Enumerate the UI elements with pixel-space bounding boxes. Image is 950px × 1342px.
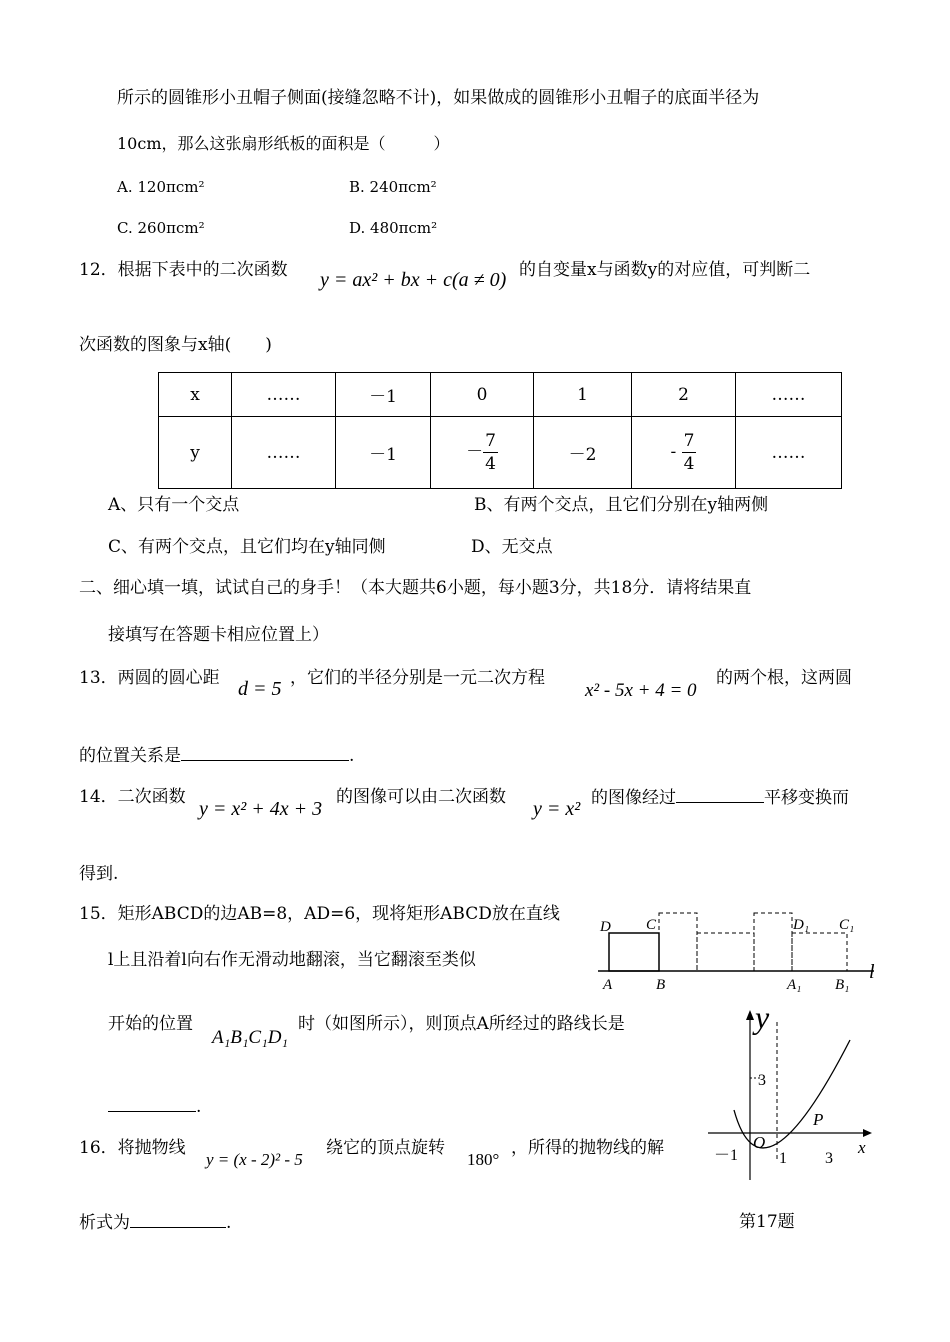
table-cell: －1	[336, 417, 431, 489]
q12-prefix: 12．根据下表中的二次函数	[79, 260, 288, 280]
q15-line1: 15．矩形ABCD的边AB=8，AD=6，现将矩形ABCD放在直线	[79, 904, 560, 924]
q16-prefix: 16．将抛物线	[79, 1138, 186, 1158]
frac-num: 7	[683, 431, 695, 451]
label-l: l	[869, 961, 875, 983]
q14-suffix	[591, 786, 849, 809]
q16-suffix: ，所得的抛物线的解	[511, 1138, 664, 1158]
q15-line3a: 开始的位置	[108, 1014, 193, 1034]
section2-line1: 二、细心填一填，试试自己的身手！（本大题共6小题，每小题3分，共18分．请将结果直	[79, 578, 752, 598]
fig17-parabola-graph	[700, 1000, 890, 1185]
q14-suffix-b: 平移变换而	[764, 788, 849, 808]
q13-line2	[79, 744, 354, 767]
label-a1: A₁	[787, 977, 802, 993]
q15-line4-end: .	[196, 1097, 202, 1117]
q11-option-c: C. 260πcm²	[117, 219, 205, 237]
q16-line2	[79, 1211, 231, 1234]
q16-formula2: 180°	[467, 1150, 500, 1169]
q15-formula: A₁B₁C₁D₁	[212, 1027, 289, 1048]
answer-blank[interactable]	[108, 1095, 196, 1112]
fraction	[483, 430, 498, 475]
table-cell: 2	[632, 373, 736, 417]
table-cell-fraction	[431, 417, 534, 489]
label-x: x	[858, 1138, 866, 1157]
y-axis-arrow	[746, 1010, 754, 1020]
table-cell: ……	[232, 373, 336, 417]
x-axis-arrow	[863, 1129, 872, 1137]
label-c1: C₁	[839, 917, 855, 933]
q15-line3b: 时（如图所示），则顶点A所经过的路线长是	[298, 1014, 625, 1034]
q11-option-a: A. 120πcm²	[117, 178, 205, 196]
label-b: B	[656, 977, 666, 993]
q13-line2-end: .	[349, 746, 355, 766]
table-y-label: y	[159, 417, 232, 489]
q14-suffix-a: 的图像经过	[591, 788, 676, 808]
answer-blank[interactable]	[676, 786, 764, 803]
neg-sign: -	[670, 442, 677, 462]
q12-suffix: 的自变量x与函数y的对应值，可判断二	[519, 260, 811, 280]
table-cell: ……	[736, 417, 842, 489]
frac-den: 4	[683, 454, 695, 474]
q11-line1: 所示的圆锥形小丑帽子侧面(接缝忽略不计)，如果做成的圆锥形小丑帽子的底面半径为	[117, 88, 760, 108]
q16-middle: 绕它的顶点旋转	[326, 1138, 445, 1158]
label-3-x: 3	[825, 1150, 833, 1167]
q13-formula2: x² - 5x + 4 = 0	[585, 680, 697, 701]
neg-sign: －	[466, 442, 484, 462]
rect-roll-1	[659, 913, 697, 971]
label-1: 1	[779, 1150, 787, 1167]
fig17-caption: 第17题	[739, 1212, 795, 1232]
q13-formula1: d = 5	[238, 678, 282, 700]
table-cell: －2	[534, 417, 632, 489]
label-c: C	[646, 917, 657, 933]
q12-line2: 次函数的图象与x轴( )	[79, 335, 272, 355]
rect-roll-2	[697, 933, 754, 971]
table-cell: ……	[736, 373, 842, 417]
table-cell: ……	[232, 417, 336, 489]
rect-abcd	[609, 933, 659, 971]
q15-line4	[108, 1095, 201, 1118]
q16-line2-end: .	[226, 1213, 232, 1233]
q11-line2: 10cm，那么这张扇形纸板的面积是（ ）	[117, 134, 450, 153]
label-d: D	[600, 919, 611, 935]
frac-den: 4	[485, 454, 496, 474]
q11-option-d: D. 480πcm²	[349, 219, 438, 237]
q14-line2: 得到.	[79, 864, 119, 884]
q11-option-b: B. 240πcm²	[349, 178, 437, 196]
table-cell: 1	[534, 373, 632, 417]
q12-option-a: A、只有一个交点	[108, 495, 240, 515]
section2-line2: 接填写在答题卡相应位置上）	[108, 625, 329, 645]
q14-formula1: y = x² + 4x + 3	[199, 798, 323, 820]
label-o: O	[753, 1133, 766, 1152]
q16-line2-text: 析式为	[79, 1213, 130, 1233]
table-x-label: x	[159, 373, 232, 417]
label-p: P	[813, 1110, 824, 1129]
q14-formula2: y = x²	[533, 798, 581, 820]
answer-blank[interactable]	[181, 744, 349, 761]
q12-formula: y = ax² + bx + c(a ≠ 0)	[320, 269, 507, 291]
table-cell: －1	[336, 373, 431, 417]
q14-prefix: 14．二次函数	[79, 787, 186, 807]
q13-suffix: 的两个根，这两圆	[716, 668, 852, 688]
rect-roll-3	[754, 913, 792, 971]
q13-line2-text: 的位置关系是	[79, 746, 181, 766]
q16-formula1: y = (x - 2)² - 5	[206, 1150, 303, 1169]
fig15-rectangle-diagram	[590, 900, 890, 995]
label-a: A	[603, 977, 613, 993]
table-cell-fraction	[632, 417, 736, 489]
q13-middle: ，它们的半径分别是一元二次方程	[290, 668, 545, 688]
q12-option-b: B、有两个交点，且它们分别在y轴两侧	[474, 495, 769, 515]
fraction	[682, 430, 697, 475]
label-b1: B₁	[835, 977, 850, 993]
q12-option-d: D、无交点	[471, 537, 553, 557]
label-3-y: 3	[758, 1072, 766, 1089]
label-y: y	[755, 1000, 770, 1035]
label-d1: D₁	[793, 917, 810, 933]
table-cell: 0	[431, 373, 534, 417]
answer-blank[interactable]	[130, 1211, 226, 1228]
label-neg1: －1	[714, 1147, 739, 1164]
q14-middle: 的图像可以由二次函数	[336, 787, 506, 807]
value-table	[158, 372, 842, 489]
parabola-curve	[734, 1040, 850, 1148]
q15-line2: l上且沿着l向右作无滑动地翻滚，当它翻滚至类似	[108, 950, 476, 970]
rect-a1b1c1d1	[792, 933, 847, 971]
frac-num: 7	[485, 431, 496, 451]
q12-option-c: C、有两个交点，且它们均在y轴同侧	[108, 537, 386, 557]
q13-prefix: 13．两圆的圆心距	[79, 668, 220, 688]
